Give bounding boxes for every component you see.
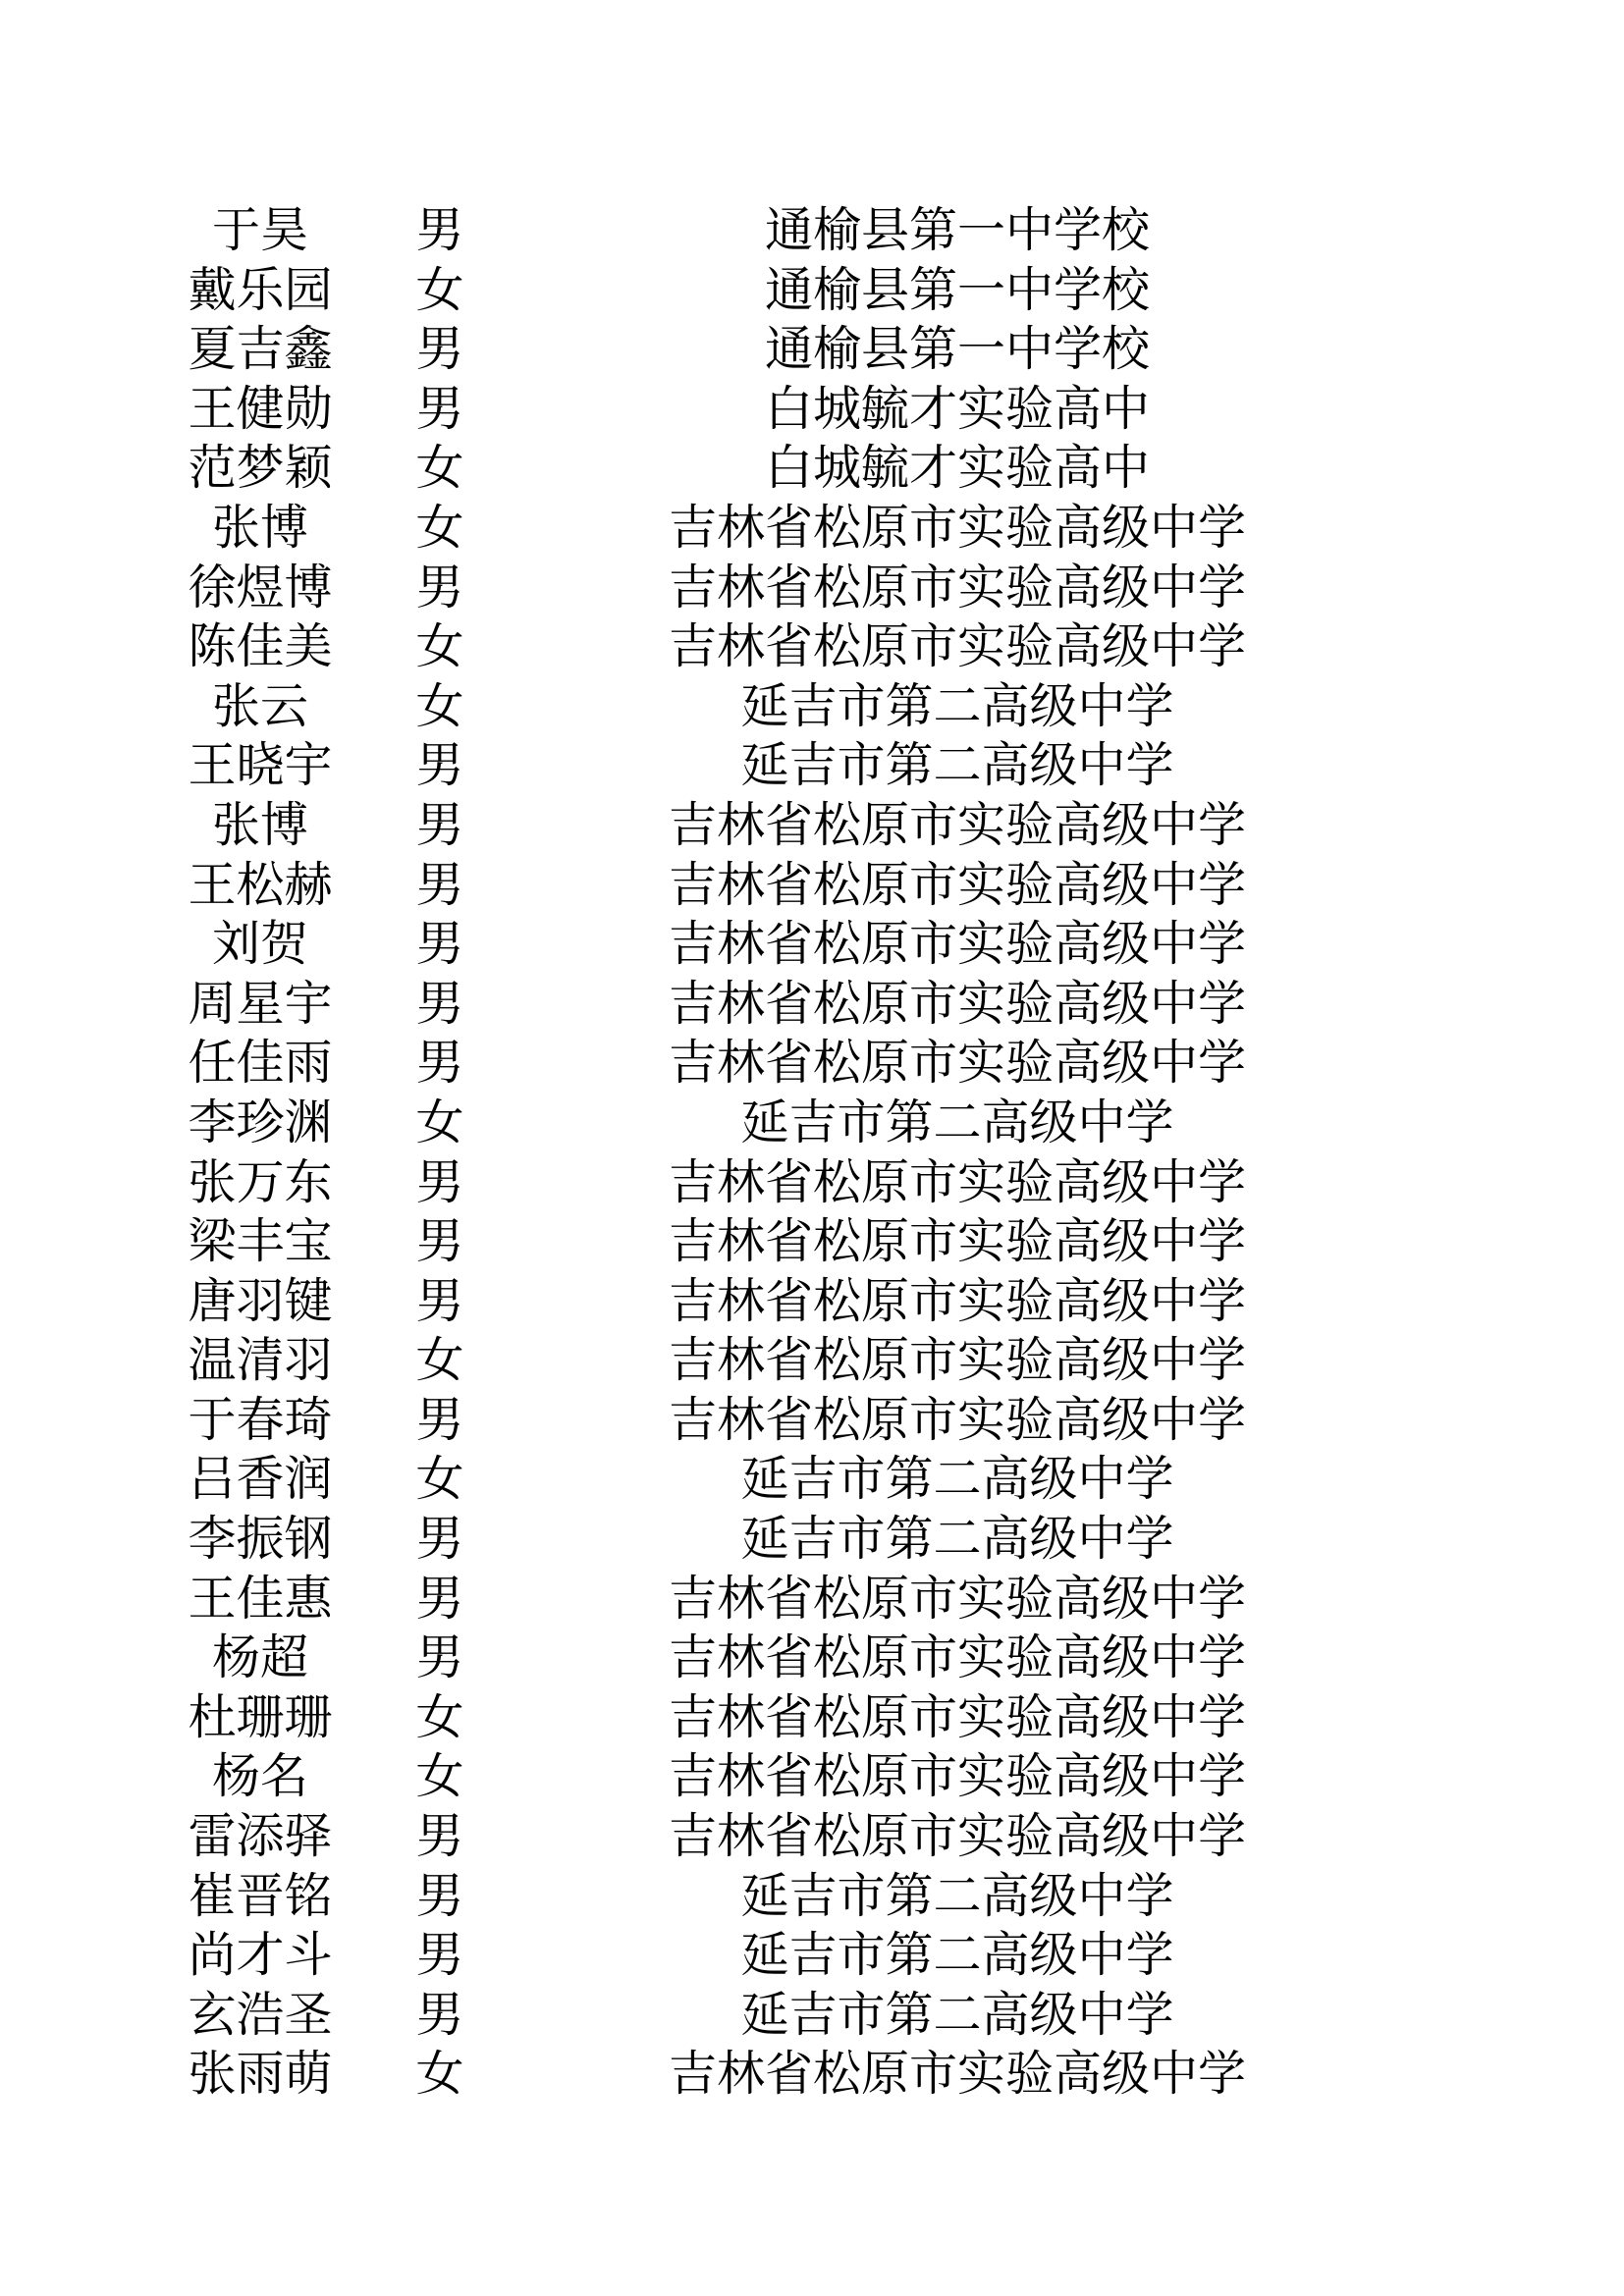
student-sex-cell-text: 男 xyxy=(415,1570,464,1627)
student-sex-cell-text: 女 xyxy=(415,440,464,497)
table-row xyxy=(0,736,1624,796)
table-row xyxy=(0,261,1624,321)
student-sex-cell-text: 男 xyxy=(415,1213,464,1270)
student-school-cell-text: 吉林省松原市实验高级中学 xyxy=(669,1153,1247,1210)
student-name-cell-text: 范梦颖 xyxy=(188,440,333,497)
student-sex-cell-text: 男 xyxy=(415,1391,464,1448)
student-sex-cell-text: 女 xyxy=(415,1332,464,1389)
student-sex-cell-text: 男 xyxy=(415,1272,464,1329)
student-sex-cell-text: 男 xyxy=(415,1867,464,1924)
student-sex-cell-text: 女 xyxy=(415,677,464,734)
student-school-cell-text: 吉林省松原市实验高级中学 xyxy=(669,2046,1247,2103)
student-sex-cell-text: 女 xyxy=(415,1451,464,1508)
table-row xyxy=(0,1331,1624,1391)
table-row xyxy=(0,1034,1624,1094)
student-sex-cell-text: 男 xyxy=(415,856,464,913)
student-school-cell-text: 吉林省松原市实验高级中学 xyxy=(669,1332,1247,1389)
table-row xyxy=(0,201,1624,261)
student-name-cell-text: 吕香润 xyxy=(188,1451,333,1508)
student-sex-cell-text: 女 xyxy=(415,618,464,675)
student-school-cell-text: 吉林省松原市实验高级中学 xyxy=(669,1629,1247,1686)
table-row xyxy=(0,856,1624,916)
student-sex-cell-text: 男 xyxy=(415,1986,464,2043)
table-row xyxy=(0,1867,1624,1927)
student-school-cell-text: 延吉市第二高级中学 xyxy=(740,1511,1174,1568)
table-row xyxy=(0,2045,1624,2105)
student-school-cell-text: 吉林省松原市实验高级中学 xyxy=(669,856,1247,913)
student-school-cell-text: 延吉市第二高级中学 xyxy=(740,677,1174,734)
table-row xyxy=(0,1629,1624,1688)
student-school-cell-text: 吉林省松原市实验高级中学 xyxy=(669,559,1247,615)
student-sex-cell-text: 男 xyxy=(415,1511,464,1568)
student-name-cell-text: 王佳惠 xyxy=(188,1570,333,1627)
table-row xyxy=(0,915,1624,975)
student-school-cell-text: 吉林省松原市实验高级中学 xyxy=(669,1213,1247,1270)
table-row xyxy=(0,1450,1624,1510)
table-row xyxy=(0,380,1624,440)
table-row xyxy=(0,1570,1624,1629)
student-sex-cell-text: 男 xyxy=(415,737,464,794)
student-sex-cell-text: 女 xyxy=(415,499,464,556)
student-school-cell-text: 吉林省松原市实验高级中学 xyxy=(669,618,1247,675)
student-name-cell-text: 张博 xyxy=(212,796,309,853)
student-sex-cell-text: 男 xyxy=(415,202,464,258)
student-roster xyxy=(0,201,1624,2105)
student-school-cell-text: 吉林省松原市实验高级中学 xyxy=(669,499,1247,556)
student-sex-cell-text: 男 xyxy=(415,559,464,615)
table-row xyxy=(0,677,1624,737)
student-school-cell-text: 吉林省松原市实验高级中学 xyxy=(669,916,1247,973)
student-sex-cell-text: 男 xyxy=(415,1035,464,1092)
student-name-cell-text: 梁丰宝 xyxy=(188,1213,333,1270)
student-school-cell-text: 吉林省松原市实验高级中学 xyxy=(669,1688,1247,1745)
table-row xyxy=(0,1807,1624,1867)
table-row xyxy=(0,1272,1624,1332)
student-name-cell-text: 唐羽键 xyxy=(188,1272,333,1329)
student-school-cell-text: 延吉市第二高级中学 xyxy=(740,1451,1174,1508)
student-name-cell-text: 张雨萌 xyxy=(188,2046,333,2103)
student-name-cell-text: 王健勋 xyxy=(188,380,333,437)
student-name-cell-text: 于春琦 xyxy=(188,1391,333,1448)
table-row xyxy=(0,975,1624,1035)
student-sex-cell-text: 男 xyxy=(415,796,464,853)
student-name-cell-text: 雷添驿 xyxy=(188,1808,333,1865)
student-sex-cell-text: 男 xyxy=(415,321,464,378)
table-row xyxy=(0,1926,1624,1986)
student-school-cell-text: 延吉市第二高级中学 xyxy=(740,1867,1174,1924)
student-school-cell-text: 吉林省松原市实验高级中学 xyxy=(669,1570,1247,1627)
student-name-cell-text: 玄浩圣 xyxy=(188,1986,333,2043)
student-sex-cell-text: 男 xyxy=(415,1629,464,1686)
student-sex-cell-text: 女 xyxy=(415,1094,464,1150)
table-row xyxy=(0,1391,1624,1451)
student-sex-cell-text: 男 xyxy=(415,1808,464,1865)
student-name-cell-text: 徐煜博 xyxy=(188,559,333,615)
student-sex-cell-text: 女 xyxy=(415,1688,464,1745)
student-name-cell-text: 张博 xyxy=(212,499,309,556)
student-school-cell-text: 通榆县第一中学校 xyxy=(765,321,1151,378)
student-school-cell-text: 延吉市第二高级中学 xyxy=(740,1927,1174,1984)
student-school-cell-text: 吉林省松原市实验高级中学 xyxy=(669,796,1247,853)
student-name-cell-text: 周星宇 xyxy=(188,975,333,1032)
table-row xyxy=(0,1986,1624,2046)
student-name-cell-text: 任佳雨 xyxy=(188,1035,333,1092)
student-name-cell-text: 王松赫 xyxy=(188,856,333,913)
table-row xyxy=(0,796,1624,856)
table-row xyxy=(0,320,1624,380)
student-school-cell-text: 吉林省松原市实验高级中学 xyxy=(669,1035,1247,1092)
table-row xyxy=(0,499,1624,559)
student-school-cell-text: 白城毓才实验高中 xyxy=(765,380,1151,437)
student-sex-cell-text: 女 xyxy=(415,2046,464,2103)
student-school-cell-text: 通榆县第一中学校 xyxy=(765,261,1151,318)
student-name-cell-text: 张云 xyxy=(212,677,309,734)
student-name-cell-text: 刘贺 xyxy=(212,916,309,973)
student-name-cell-text: 尚才斗 xyxy=(188,1927,333,1984)
student-name-cell-text: 于昊 xyxy=(212,202,309,258)
table-row xyxy=(0,1510,1624,1570)
table-row xyxy=(0,439,1624,499)
student-name-cell-text: 温清羽 xyxy=(188,1332,333,1389)
student-school-cell-text: 吉林省松原市实验高级中学 xyxy=(669,975,1247,1032)
student-sex-cell-text: 男 xyxy=(415,380,464,437)
table-row xyxy=(0,1153,1624,1213)
student-name-cell-text: 杨超 xyxy=(212,1629,309,1686)
student-sex-cell-text: 男 xyxy=(415,1153,464,1210)
student-sex-cell-text: 男 xyxy=(415,1927,464,1984)
student-school-cell-text: 吉林省松原市实验高级中学 xyxy=(669,1272,1247,1329)
student-sex-cell-text: 女 xyxy=(415,261,464,318)
table-row xyxy=(0,559,1624,618)
table-row xyxy=(0,1688,1624,1748)
table-row xyxy=(0,1094,1624,1153)
student-school-cell-text: 延吉市第二高级中学 xyxy=(740,1986,1174,2043)
student-school-cell-text: 吉林省松原市实验高级中学 xyxy=(669,1391,1247,1448)
table-row xyxy=(0,1212,1624,1272)
student-school-cell-text: 通榆县第一中学校 xyxy=(765,202,1151,258)
student-name-cell-text: 夏吉鑫 xyxy=(188,321,333,378)
table-row xyxy=(0,617,1624,677)
student-name-cell-text: 戴乐园 xyxy=(188,261,333,318)
student-school-cell-text: 延吉市第二高级中学 xyxy=(740,1094,1174,1150)
student-sex-cell-text: 男 xyxy=(415,975,464,1032)
student-name-cell-text: 李振钢 xyxy=(188,1511,333,1568)
student-name-cell-text: 王晓宇 xyxy=(188,737,333,794)
student-school-cell-text: 吉林省松原市实验高级中学 xyxy=(669,1748,1247,1805)
student-name-cell-text: 陈佳美 xyxy=(188,618,333,675)
student-school-cell-text: 延吉市第二高级中学 xyxy=(740,737,1174,794)
student-name-cell-text: 杨名 xyxy=(212,1748,309,1805)
student-name-cell-text: 崔晋铭 xyxy=(188,1867,333,1924)
student-school-cell-text: 白城毓才实验高中 xyxy=(765,440,1151,497)
student-school-cell-text: 吉林省松原市实验高级中学 xyxy=(669,1808,1247,1865)
student-sex-cell-text: 女 xyxy=(415,1748,464,1805)
table-row xyxy=(0,1747,1624,1807)
student-name-cell-text: 杜珊珊 xyxy=(188,1688,333,1745)
student-sex-cell-text: 男 xyxy=(415,916,464,973)
student-name-cell-text: 张万东 xyxy=(188,1153,333,1210)
student-name-cell-text: 李珍渊 xyxy=(188,1094,333,1150)
